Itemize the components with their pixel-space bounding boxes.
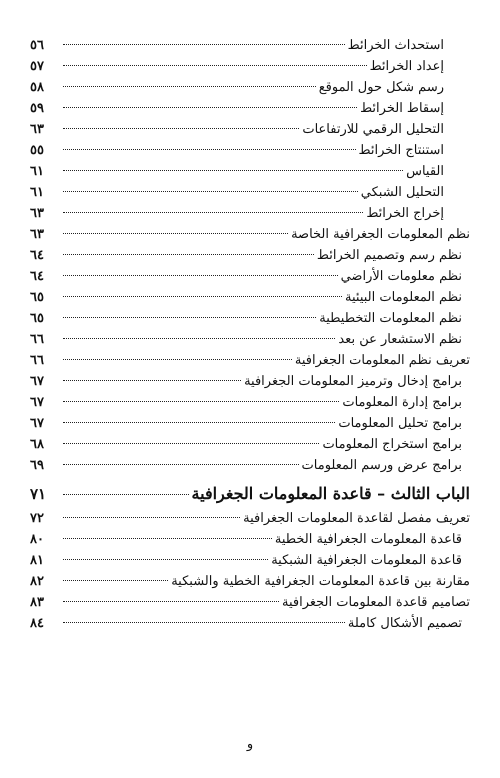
toc-entry	[30, 98, 470, 119]
toc-entry-page-number: ٦٨	[30, 437, 44, 452]
toc-entry	[30, 161, 470, 182]
toc-entry	[30, 350, 470, 371]
toc-entry	[30, 245, 470, 266]
toc-entry-title: تصميم الأشكال كاملة	[347, 616, 462, 631]
dot-leader	[63, 401, 339, 402]
toc-entry	[30, 392, 470, 413]
toc-entry-page-number: ٦٥	[30, 290, 44, 305]
dot-leader	[63, 44, 345, 45]
toc-entry-page-number: ٦١	[30, 164, 44, 179]
toc-entry-title: التحليل الشبكي	[360, 185, 444, 200]
toc-entry	[30, 119, 470, 140]
dot-leader	[63, 559, 268, 560]
toc-entry-title: مقارنة بين قاعدة المعلومات الجغرافية الخطية والشبكية	[171, 574, 470, 589]
toc-entry-title: قاعدة المعلومات الجغرافية الشبكية	[271, 553, 462, 568]
toc-entry-page-number: ٦٤	[30, 248, 44, 263]
toc-entry	[30, 266, 470, 287]
toc-entry-page-number: ٦٣	[30, 206, 44, 221]
dot-leader	[63, 128, 299, 129]
table-of-contents	[30, 35, 470, 634]
toc-entry	[30, 571, 470, 592]
toc-entry	[30, 508, 470, 529]
toc-entry-page-number: ٨٢	[30, 574, 44, 589]
toc-entry	[30, 203, 470, 224]
dot-leader	[63, 422, 335, 423]
toc-entry-title: القياس	[406, 164, 444, 179]
dot-leader	[63, 107, 357, 108]
toc-entry-page-number: ٥٩	[30, 101, 44, 116]
dot-leader	[63, 359, 292, 360]
toc-entry-page-number: ٥٥	[30, 143, 44, 158]
toc-entry	[30, 35, 470, 56]
toc-entry-title: نظم الاستشعار عن بعد	[338, 332, 462, 347]
toc-entry-title: برامج إدارة المعلومات	[342, 395, 462, 410]
dot-leader	[63, 517, 240, 518]
toc-entry	[30, 529, 470, 550]
toc-entry-title: نظم المعلومات البيئية	[345, 290, 462, 305]
dot-leader	[63, 212, 363, 213]
toc-entry-page-number: ٥٧	[30, 59, 44, 74]
toc-entry	[30, 329, 470, 350]
toc-entry-title: التحليل الرقمي للارتفاعات	[302, 122, 444, 137]
dot-leader	[63, 601, 279, 602]
toc-entry	[30, 592, 470, 613]
toc-entry	[30, 371, 470, 392]
toc-entry-title: برامج تحليل المعلومات	[338, 416, 462, 431]
toc-entry	[30, 413, 470, 434]
toc-entry-title: تصاميم قاعدة المعلومات الجغرافية	[281, 595, 470, 610]
toc-chapter-heading	[30, 480, 470, 508]
toc-entry-title: نظم معلومات الأراضي	[340, 269, 462, 284]
toc-entry-page-number: ٧١	[30, 485, 47, 503]
toc-entry-title: استحداث الخرائط	[347, 38, 444, 53]
toc-entry-page-number: ٦١	[30, 185, 44, 200]
toc-entry-title: رسم شكل حول الموقع	[318, 80, 444, 95]
dot-leader	[63, 233, 288, 234]
toc-entry-page-number: ٦٥	[30, 311, 44, 326]
toc-entry-title: إسقاط الخرائط	[360, 101, 444, 116]
toc-entry	[30, 455, 470, 476]
toc-entry	[30, 182, 470, 203]
toc-entry-page-number: ٦٦	[30, 332, 44, 347]
toc-entry	[30, 308, 470, 329]
toc-entry-title: إعداد الخرائط	[369, 59, 444, 74]
toc-entry-page-number: ٦٧	[30, 416, 44, 431]
dot-leader	[63, 317, 316, 318]
toc-entry-page-number: ٦٣	[30, 227, 44, 242]
dot-leader	[63, 380, 241, 381]
toc-entry-page-number: ٥٦	[30, 38, 44, 53]
toc-entry-page-number: ٨٣	[30, 595, 44, 610]
toc-entry-page-number: ٨٠	[30, 532, 44, 547]
dot-leader	[63, 580, 168, 581]
toc-entry-title: إخراج الخرائط	[366, 206, 444, 221]
toc-entry	[30, 287, 470, 308]
toc-entry	[30, 613, 470, 634]
dot-leader	[63, 170, 403, 171]
dot-leader	[63, 296, 342, 297]
toc-entry-page-number: ٦٤	[30, 269, 44, 284]
dot-leader	[63, 494, 189, 495]
toc-entry-page-number: ٧٢	[30, 511, 44, 526]
toc-entry	[30, 56, 470, 77]
toc-entry-title: نظم رسم وتصميم الخرائط	[316, 248, 462, 263]
dot-leader	[63, 254, 314, 255]
toc-entry-title: برامج عرض ورسم المعلومات	[301, 458, 462, 473]
toc-entry	[30, 434, 470, 455]
toc-entry-page-number: ٥٨	[30, 80, 44, 95]
dot-leader	[63, 622, 345, 623]
dot-leader	[63, 65, 367, 66]
toc-entry-title: تعريف نظم المعلومات الجغرافية	[294, 353, 470, 368]
dot-leader	[63, 191, 358, 192]
toc-entry-page-number: ٦٣	[30, 122, 44, 137]
toc-entry-title: برامج استخراج المعلومات	[322, 437, 462, 452]
toc-entry	[30, 140, 470, 161]
toc-entry-title: الباب الثالث – قاعدة المعلومات الجغرافية	[191, 484, 470, 503]
toc-entry-title: نظم المعلومات الجغرافية الخاصة	[291, 227, 470, 242]
toc-entry-title: تعريف مفصل لقاعدة المعلومات الجغرافية	[243, 511, 470, 526]
toc-entry-title: نظم المعلومات التخطيطية	[319, 311, 462, 326]
toc-entry	[30, 550, 470, 571]
dot-leader	[63, 338, 335, 339]
toc-entry-page-number: ٨١	[30, 553, 44, 568]
dot-leader	[63, 443, 319, 444]
dot-leader	[63, 464, 299, 465]
page-folio: و	[246, 737, 254, 752]
toc-entry-page-number: ٨٤	[30, 616, 44, 631]
dot-leader	[63, 538, 272, 539]
dot-leader	[63, 149, 356, 150]
toc-entry	[30, 224, 470, 245]
toc-entry-title: قاعدة المعلومات الجغرافية الخطية	[274, 532, 462, 547]
toc-entry-page-number: ٦٦	[30, 353, 44, 368]
toc-entry-title: برامج إدخال وترميز المعلومات الجغرافية	[244, 374, 462, 389]
toc-entry-page-number: ٦٧	[30, 374, 44, 389]
toc-entry-title: استنتاج الخرائط	[358, 143, 444, 158]
toc-entry-page-number: ٦٧	[30, 395, 44, 410]
dot-leader	[63, 86, 316, 87]
toc-entry	[30, 77, 470, 98]
dot-leader	[63, 275, 338, 276]
toc-entry-page-number: ٦٩	[30, 458, 44, 473]
